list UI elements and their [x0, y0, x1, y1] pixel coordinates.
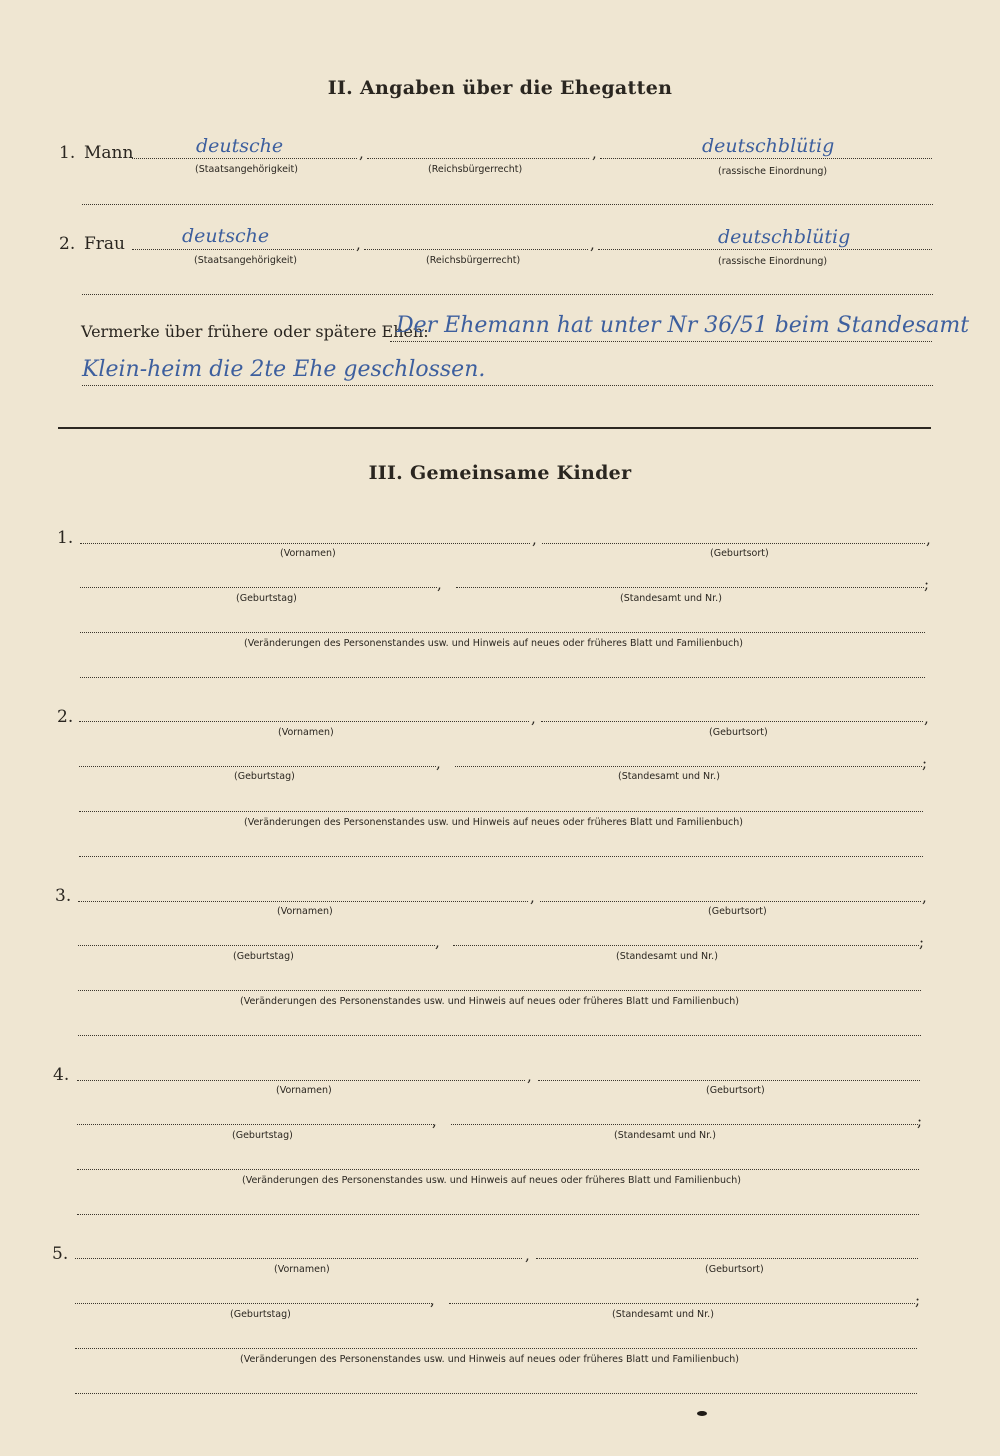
standesamt-line	[453, 945, 919, 946]
veraenderungen-line	[80, 632, 925, 633]
frau-number: 2.	[59, 234, 76, 254]
geburtstag-line	[75, 1303, 432, 1304]
frau-label: Frau	[84, 234, 126, 254]
veraenderungen-line	[75, 1348, 917, 1349]
geburtstag-line	[77, 1124, 434, 1125]
extra-line	[79, 856, 923, 857]
frau-staatsangehoerigkeit-value: deutsche	[182, 225, 270, 247]
caption-vornamen: (Vornamen)	[276, 1085, 332, 1096]
caption-vornamen: (Vornamen)	[278, 727, 334, 738]
caption-veraenderungen: (Veränderungen des Personenstandes usw. und Hinweis auf neues oder früheres Blatt und Familienbuch)	[240, 996, 739, 1007]
standesamt-line	[451, 1124, 918, 1125]
comma: ,	[436, 754, 441, 772]
comma: ,	[430, 1291, 435, 1309]
extra-line	[75, 1393, 917, 1394]
mann-label: Mann	[84, 143, 134, 163]
caption-geburtstag: (Geburtstag)	[233, 951, 294, 962]
semicolon: ;	[922, 754, 928, 772]
geburtsort-line	[541, 721, 923, 722]
comma: ,	[924, 709, 929, 727]
caption-veraenderungen: (Veränderungen des Personenstandes usw. und Hinweis auf neues oder früheres Blatt und Familienbuch)	[242, 1175, 741, 1186]
child-number: 3.	[55, 886, 72, 906]
mann-extra-line	[82, 204, 933, 205]
caption-geburtsort: (Geburtsort)	[709, 727, 768, 738]
caption-vornamen: (Vornamen)	[280, 548, 336, 559]
caption-geburtstag: (Geburtstag)	[236, 593, 297, 604]
veraenderungen-line	[78, 990, 921, 991]
mann-number: 1.	[59, 143, 76, 163]
caption-standesamt: (Standesamt und Nr.)	[612, 1309, 714, 1320]
caption-staatsangehoerigkeit: (Staatsangehörigkeit)	[194, 255, 297, 266]
caption-geburtsort: (Geburtsort)	[708, 906, 767, 917]
comma: ,	[926, 530, 931, 548]
caption-rassische-einordnung: (rassische Einordnung)	[718, 166, 828, 177]
comma: ,	[527, 1067, 532, 1085]
vornamen-line	[78, 901, 528, 902]
geburtstag-line	[79, 766, 436, 767]
caption-geburtstag: (Geburtstag)	[234, 771, 295, 782]
comma: ,	[525, 1246, 530, 1264]
caption-vornamen: (Vornamen)	[277, 906, 333, 917]
caption-veraenderungen: (Veränderungen des Personenstandes usw. und Hinweis auf neues oder früheres Blatt und Familienbuch)	[240, 1354, 739, 1365]
frau-reichsbuergerrecht-line	[364, 249, 588, 250]
section-divider	[58, 427, 931, 429]
mann-rassische-einordnung-value: deutschblütig	[702, 135, 835, 157]
caption-standesamt: (Standesamt und Nr.)	[614, 1130, 716, 1141]
comma: ,	[437, 575, 442, 593]
frau-rassische-einordnung-value: deutschblütig	[718, 226, 851, 248]
comma: ,	[359, 144, 364, 162]
comma: ,	[356, 235, 361, 253]
veraenderungen-line	[77, 1169, 919, 1170]
extra-line	[77, 1214, 919, 1215]
standesamt-line	[449, 1303, 915, 1304]
vornamen-line	[77, 1080, 525, 1081]
mann-staatsangehoerigkeit-value: deutsche	[196, 135, 284, 157]
caption-veraenderungen: (Veränderungen des Personenstandes usw. und Hinweis auf neues oder früheres Blatt und Familienbuch)	[244, 638, 743, 649]
geburtstag-line	[80, 587, 437, 588]
section-title-ehegatten: II. Angaben über die Ehegatten	[327, 77, 673, 99]
caption-reichsbuergerrecht: (Reichsbürgerrecht)	[428, 164, 523, 175]
mann-reichsbuergerrecht-line	[367, 158, 589, 159]
caption-vornamen: (Vornamen)	[274, 1264, 330, 1275]
caption-geburtstag: (Geburtstag)	[230, 1309, 291, 1320]
caption-rassische-einordnung: (rassische Einordnung)	[718, 256, 828, 267]
child-number: 4.	[53, 1065, 70, 1085]
vornamen-line	[79, 721, 529, 722]
mann-rassische-einordnung-line	[600, 158, 932, 159]
vermerke-text-2: Klein-heim die 2te Ehe geschlossen.	[82, 357, 486, 382]
child-number: 2.	[57, 707, 74, 727]
geburtstag-line	[78, 945, 435, 946]
comma: ,	[530, 888, 535, 906]
mann-staatsangehoerigkeit-line	[132, 158, 357, 159]
veraenderungen-line	[79, 811, 923, 812]
geburtsort-line	[536, 1258, 918, 1259]
section-title-kinder: III. Gemeinsame Kinder	[368, 462, 632, 484]
vermerke-line-1	[390, 341, 932, 342]
comma: ,	[590, 235, 595, 253]
semicolon: ;	[917, 1112, 923, 1130]
comma: ,	[435, 933, 440, 951]
geburtsort-line	[542, 543, 925, 544]
comma: ,	[922, 888, 927, 906]
caption-staatsangehoerigkeit: (Staatsangehörigkeit)	[195, 164, 298, 175]
semicolon: ;	[924, 575, 930, 593]
comma: ,	[531, 709, 536, 727]
caption-geburtsort: (Geburtsort)	[706, 1085, 765, 1096]
caption-reichsbuergerrecht: (Reichsbürgerrecht)	[426, 255, 521, 266]
caption-geburtsort: (Geburtsort)	[710, 548, 769, 559]
comma: ,	[532, 530, 537, 548]
caption-geburtsort: (Geburtsort)	[705, 1264, 764, 1275]
ink-spot	[697, 1411, 707, 1416]
caption-standesamt: (Standesamt und Nr.)	[620, 593, 722, 604]
semicolon: ;	[919, 933, 925, 951]
vornamen-line	[75, 1258, 522, 1259]
frau-staatsangehoerigkeit-line	[132, 249, 354, 250]
caption-geburtstag: (Geburtstag)	[232, 1130, 293, 1141]
caption-veraenderungen: (Veränderungen des Personenstandes usw. und Hinweis auf neues oder früheres Blatt und Familienbuch)	[244, 817, 743, 828]
vermerke-text-1: Der Ehemann hat unter Nr 36/51 beim Standesamt	[396, 313, 970, 338]
geburtsort-line	[538, 1080, 920, 1081]
geburtsort-line	[540, 901, 921, 902]
extra-line	[80, 677, 925, 678]
caption-standesamt: (Standesamt und Nr.)	[618, 771, 720, 782]
comma: ,	[592, 144, 597, 162]
comma: ,	[432, 1112, 437, 1130]
vermerke-line-2	[82, 385, 933, 386]
standesamt-line	[456, 587, 924, 588]
caption-standesamt: (Standesamt und Nr.)	[616, 951, 718, 962]
vermerke-label: Vermerke über frühere oder spätere Ehen:	[81, 322, 429, 341]
vornamen-line	[80, 543, 530, 544]
semicolon: ;	[915, 1291, 921, 1309]
child-number: 5.	[52, 1244, 69, 1264]
extra-line	[78, 1035, 921, 1036]
frau-extra-line	[82, 294, 933, 295]
standesamt-line	[455, 766, 922, 767]
child-number: 1.	[57, 528, 74, 548]
frau-rassische-einordnung-line	[598, 249, 932, 250]
